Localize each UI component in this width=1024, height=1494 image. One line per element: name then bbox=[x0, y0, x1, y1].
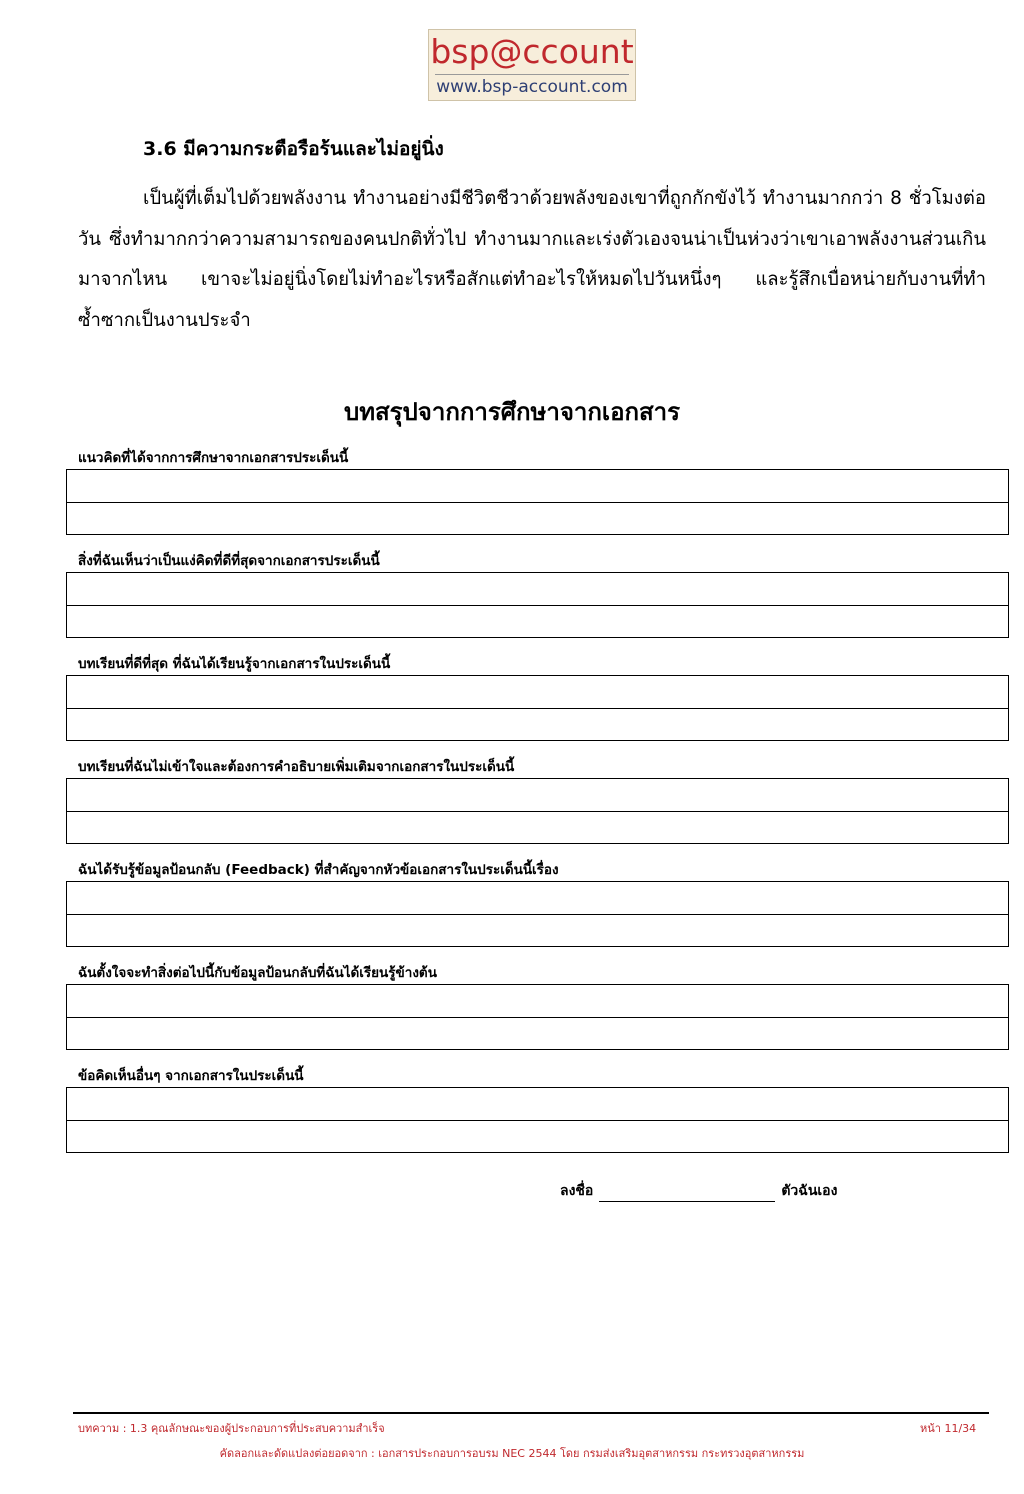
question-label-7: ข้อคิดเห็นอื่นๆ จากเอกสารในประเด็นนี้ bbox=[78, 1068, 304, 1084]
question-label-4: บทเรียนที่ฉันไม่เข้าใจและต้องการคำอธิบายเพิ่มเติมจากเอกสารในประเด็นนี้ bbox=[78, 759, 515, 775]
answer-box-4 bbox=[66, 778, 1009, 844]
footer-divider bbox=[73, 1412, 989, 1414]
logo-url-text: www.bsp-account.com bbox=[436, 77, 628, 97]
answer-line[interactable] bbox=[67, 985, 1008, 1018]
signature-label: ลงชื่อ bbox=[560, 1183, 594, 1199]
answer-box-5 bbox=[66, 881, 1009, 947]
logo-brand-text: bsp@ccount bbox=[430, 32, 634, 71]
signature-block bbox=[560, 1180, 837, 1202]
signature-line[interactable] bbox=[599, 1188, 775, 1202]
answer-line[interactable] bbox=[67, 1121, 1008, 1154]
question-label-5: ฉันได้รับรู้ข้อมูลป้อนกลับ (Feedback) ที่สำคัญจากหัวข้อเอกสารในประเด็นนี้เรื่อง bbox=[78, 862, 559, 878]
answer-line[interactable] bbox=[67, 709, 1008, 742]
section-heading: 3.6 มีความกระตือรือร้นและไม่อยู่นิ่ง bbox=[143, 138, 444, 160]
answer-line[interactable] bbox=[67, 470, 1008, 503]
answer-line[interactable] bbox=[67, 915, 1008, 948]
answer-box-1 bbox=[66, 469, 1009, 535]
answer-line[interactable] bbox=[67, 1018, 1008, 1051]
answer-box-2 bbox=[66, 572, 1009, 638]
signature-suffix: ตัวฉันเอง bbox=[781, 1183, 838, 1199]
logo-divider bbox=[435, 74, 629, 75]
footer-page-number: หน้า 11/34 bbox=[920, 1422, 977, 1435]
answer-line[interactable] bbox=[67, 1088, 1008, 1121]
answer-line[interactable] bbox=[67, 812, 1008, 845]
answer-line[interactable] bbox=[67, 676, 1008, 709]
answer-box-6 bbox=[66, 984, 1009, 1050]
question-label-3: บทเรียนที่ดีที่สุด ที่ฉันได้เรียนรู้จากเอกสารในประเด็นนี้ bbox=[78, 656, 391, 672]
answer-line[interactable] bbox=[67, 606, 1008, 639]
footer-article-title: บทความ : 1.3 คุณลักษณะของผู้ประกอบการที่ประสบความสำเร็จ bbox=[78, 1422, 385, 1435]
summary-title: บทสรุปจากการศึกษาจากเอกสาร bbox=[343, 398, 681, 426]
question-label-6: ฉันตั้งใจจะทำสิ่งต่อไปนี้กับข้อมูลป้อนกลับที่ฉันได้เรียนรู้ข้างต้น bbox=[78, 965, 437, 981]
answer-line[interactable] bbox=[67, 573, 1008, 606]
question-label-1: แนวคิดที่ได้จากการศึกษาจากเอกสารประเด็นนี้ bbox=[78, 450, 349, 466]
footer-credit: คัดลอกและดัดแปลงต่อยอดจาก : เอกสารประกอบการอบรม NEC 2544 โดย กรมส่งเสริมอุตสาหกรรม กระทรวงอุตสาหกรรม bbox=[219, 1447, 805, 1460]
answer-line[interactable] bbox=[67, 779, 1008, 812]
section-paragraph: เป็นผู้ที่เต็มไปด้วยพลังงาน ทำงานอย่างมีชีวิตชีวาด้วยพลังของเขาที่ถูกกักขังไว้ ทำงานมากกว่า 8 ชั่วโมงต่อวัน ซึ่งทำมากกว่าความสามารถของคนปกติทั่วไป ทำงานมากและเร่งตัวเองจนน่าเป็นห่วงว่าเขาเอาพลังงานส่วนเกินมาจากไหน เขาจะไม่อยู่นิ่งโดยไม่ทำอะไรหรือสักแต่ทำอะไรให้หมดไปวันหนึ่งๆ และรู้สึกเบื่อหน่ายกับงานที่ทำซ้ำซากเป็นงานประจำ bbox=[78, 188, 986, 331]
question-label-2: สิ่งที่ฉันเห็นว่าเป็นแง่คิดที่ดีที่สุดจากเอกสารประเด็นนี้ bbox=[78, 553, 380, 569]
brand-logo bbox=[428, 29, 636, 101]
answer-line[interactable] bbox=[67, 882, 1008, 915]
answer-box-3 bbox=[66, 675, 1009, 741]
answer-line[interactable] bbox=[67, 503, 1008, 536]
answer-box-7 bbox=[66, 1087, 1009, 1153]
